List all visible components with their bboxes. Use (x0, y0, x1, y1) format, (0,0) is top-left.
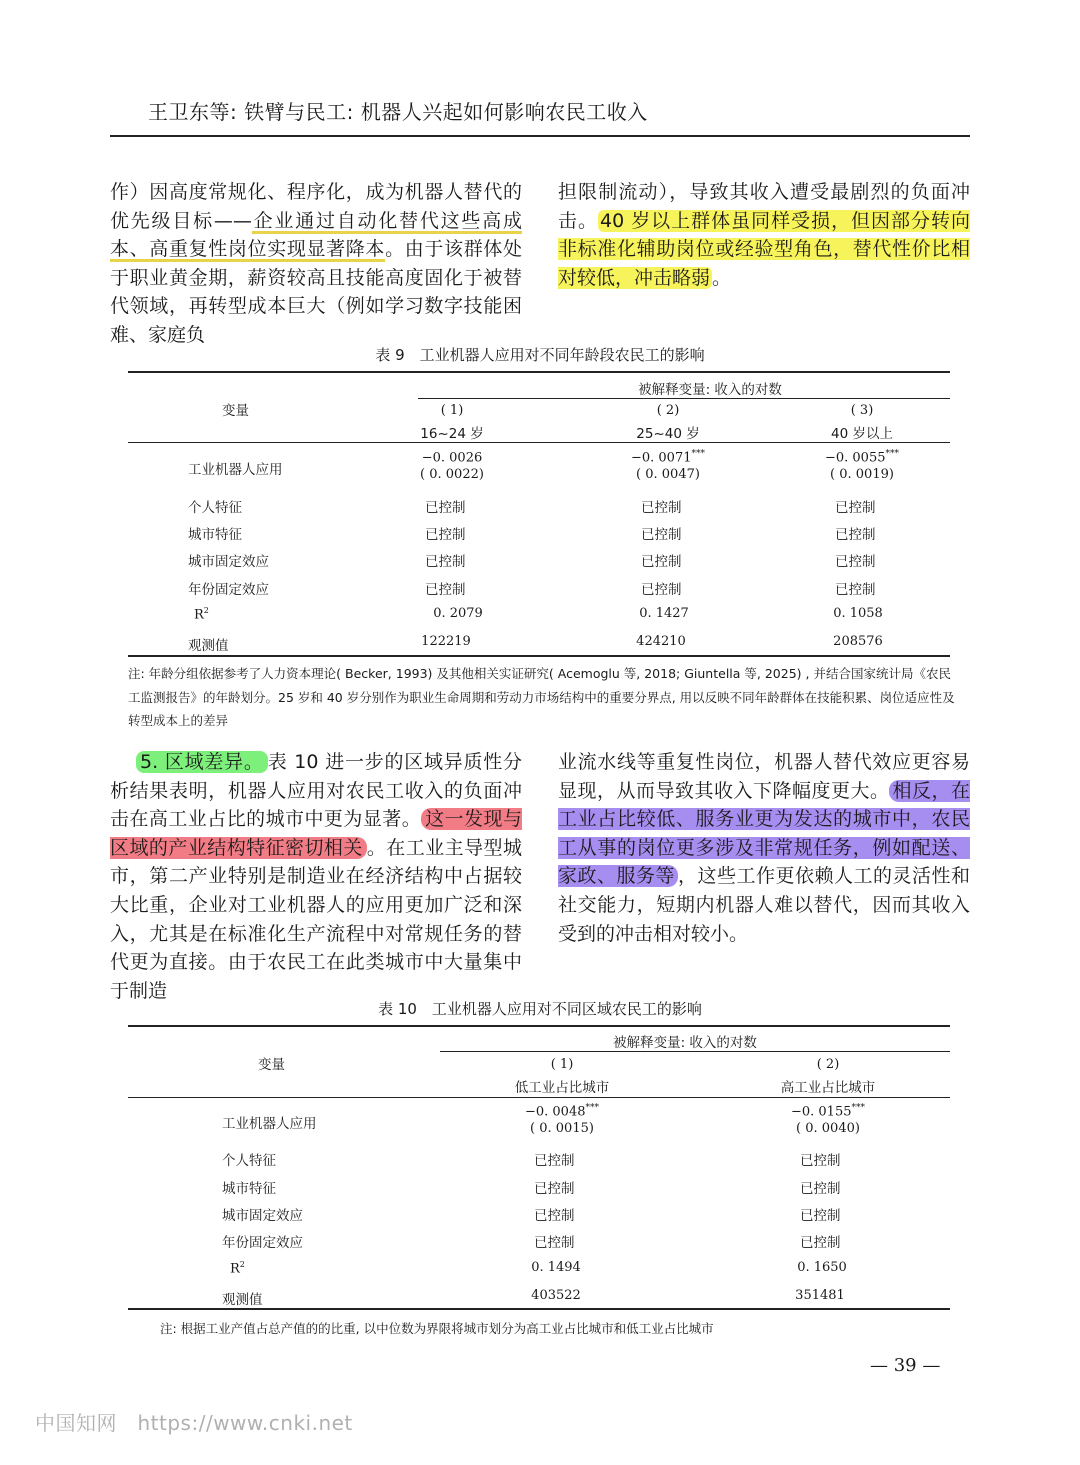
table10-r2-1: 0. 1494 (531, 1260, 581, 1275)
table9-r2-2: 0. 1427 (639, 606, 689, 621)
table10-top-rule (128, 1025, 950, 1027)
cnki-watermark: 中国知网 https://www.cnki.net (35, 1411, 353, 1435)
table9-cell: 已控制 (641, 582, 682, 598)
table10-row-label: 城市固定效应 (222, 1208, 303, 1224)
table9-note: 注: 年龄分组依据参考了人力资本理论( Becker, 1993) 及其他相关实证研究( Acemoglu 等, 2018; Giuntella 等, 2025) , 并结合国家统计局《农民工监测报告》的年龄划分。25 岁和 40 岁分别作为职业生命周期和劳动力市场结构中的重要分界点, 用以反映不同年龄群体在技能积累、岗位适应性及转型成本上的差异 (128, 666, 955, 728)
table9-var-header: 变量 (222, 403, 249, 419)
table10-cell: 已控制 (800, 1235, 841, 1251)
running-header: 王卫东等: 铁臂与民工: 机器人兴起如何影响农民工收入 (148, 100, 648, 124)
table10-cell: 已控制 (534, 1153, 575, 1169)
table10-robot-label: 工业机器人应用 (222, 1116, 317, 1132)
table9-header-rule (128, 442, 950, 443)
page-number: — 39 — (870, 1355, 941, 1376)
table9-row-label: 年份固定效应 (188, 582, 269, 598)
table10-row-label: 年份固定效应 (222, 1235, 303, 1251)
table9-row-label: 个人特征 (188, 500, 242, 516)
table9-cell: 已控制 (641, 554, 682, 570)
table9-cell: 已控制 (425, 582, 466, 598)
table9-coef-1: −0. 0026 (421, 450, 483, 466)
table9-bottom-rule (128, 655, 950, 657)
table9-col1-label: 16~24 岁 (420, 426, 484, 442)
table9-row-label: 城市固定效应 (188, 554, 269, 570)
body-text-left-1: 作）因高度常规化、程序化，成为机器人替代的优先级目标——企业通过自动化替代这些高成本、高重复性岗位实现显著降本。由于该群体处于职业黄金期，薪资较高且技能高度固化于被替代领域，再转型成本巨大（例如学习数字技能困难、家庭负 (110, 181, 522, 346)
table10-se-2: ( 0. 0040) (796, 1121, 860, 1136)
table10-coef-2: −0. 0155*** (790, 1103, 865, 1120)
table10-obs-1: 403522 (531, 1288, 581, 1303)
table10-row-label: 个人特征 (222, 1153, 276, 1169)
table9-dep-var: 被解释变量: 收入的对数 (638, 382, 782, 398)
table9-se-3: ( 0. 0019) (830, 467, 894, 482)
underlined-text: 企业通过自动化替代这些高成本、高重复性岗位实现显著降本 (110, 209, 522, 261)
table10-obs-2: 351481 (795, 1288, 845, 1303)
table10-note: 注: 根据工业产值占总产值的的比重, 以中位数为界限将城市划分为高工业占比城市和低工业占比城市 (160, 1321, 714, 1336)
table9-col3-label: 40 岁以上 (831, 426, 893, 442)
table9-cell: 已控制 (835, 554, 876, 570)
table9-col1-num: ( 1) (440, 403, 464, 418)
table10-title: 表 10 工业机器人应用对不同区域农民工的影响 (378, 1000, 702, 1018)
table9-obs-2: 424210 (636, 634, 686, 649)
table9-r2-label: $R^2$ (194, 606, 209, 623)
table9-r2-1: 0. 2079 (433, 606, 483, 621)
table10-dep-var: 被解释变量: 收入的对数 (613, 1035, 757, 1051)
table10-cell: 已控制 (800, 1208, 841, 1224)
table10-col1-label: 低工业占比城市 (514, 1080, 610, 1096)
body-text-right-2: 业流水线等重复性岗位，机器人替代效应更容易显现，从而导致其收入下降幅度更大。 相反，在工业占比较低、服务业更为发达的城市中，农民工从事的岗位更多涉及非常规任务，例如配送、家政、服务等 ，这些工作更依赖人工的灵活性和社交能力，短期内机器人难以替代，因而其收入受到的冲击相对较小。 (558, 751, 970, 945)
table9-cell: 已控制 (835, 500, 876, 516)
table10-coef-1: −0. 0048*** (524, 1103, 599, 1120)
table10-cell: 已控制 (800, 1153, 841, 1169)
highlight-red: 这一发现与区域的产业结构特征密切相关 (110, 808, 522, 859)
highlight-purple: 相反，在工业占比较低、服务业更为发达的城市中，农民工从事的岗位更多涉及非常规任务，例如配送、家政、服务等 (558, 779, 970, 888)
highlight-green: 5. 区域差异。 (136, 751, 268, 773)
table9-se-2: ( 0. 0047) (636, 467, 700, 482)
table10-row-label: 城市特征 (222, 1181, 276, 1197)
table10-col1-num: ( 1) (550, 1057, 574, 1072)
table10-obs-label: 观测值 (222, 1292, 263, 1308)
table10-cell: 已控制 (534, 1235, 575, 1251)
body-text-left-2: 5. 区域差异。 表 10 进一步的区域异质性分析结果表明，机器人应用对农民工收入的负面冲击在高工业占比的城市中更为显著。 这一发现与区域的产业结构特征密切相关 。在工业主导型城市，第二产业特别是制造业在经济结构中占据较大比重，企业对工业机器人的应用更加广泛和深入，尤其是在标准化生产流程中对常规任务的替代更为直接。由于农民工在此类城市中大量集中于制造 (110, 751, 523, 1002)
table10-header-rule (128, 1097, 950, 1098)
table9-cell: 已控制 (835, 527, 876, 543)
table9-cell: 已控制 (425, 527, 466, 543)
highlight-yellow: 40 岁以上群体虽同样受损，但因部分转向非标准化辅助岗位或经验型角色，替代性价比相对较低，冲击略弱 (558, 209, 970, 289)
table9-cell: 已控制 (425, 500, 466, 516)
table9-col2-num: ( 2) (656, 403, 680, 418)
table10-cell: 已控制 (800, 1181, 841, 1197)
table9-cell: 已控制 (835, 582, 876, 598)
table9-coef-3: −0. 0055*** (824, 449, 899, 466)
table10-var-header: 变量 (258, 1057, 285, 1073)
table10-r2-2: 0. 1650 (797, 1260, 847, 1275)
table9-cell: 已控制 (641, 500, 682, 516)
table10-col2-label: 高工业占比城市 (780, 1080, 876, 1096)
table10-se-1: ( 0. 0015) (530, 1121, 594, 1136)
table9-top-rule (128, 371, 950, 373)
table9-cell: 已控制 (641, 527, 682, 543)
table9-title: 表 9 工业机器人应用对不同年龄段农民工的影响 (375, 346, 705, 364)
table9-col2-label: 25~40 岁 (636, 426, 700, 442)
table9-mid-rule (418, 398, 950, 399)
table9-r2-3: 0. 1058 (833, 606, 883, 621)
table9-col3-num: ( 3) (850, 403, 874, 418)
table9-cell: 已控制 (425, 554, 466, 570)
table10-col2-num: ( 2) (816, 1057, 840, 1072)
body-text-right-1: 担限制流动），导致其收入遭受最剧烈的负面冲击。 40 岁以上群体虽同样受损，但因部分转向非标准化辅助岗位或经验型角色，替代性价比相对较低，冲击略弱 。 (558, 181, 970, 289)
table10-bottom-rule (128, 1308, 950, 1310)
table9-se-1: ( 0. 0022) (420, 467, 484, 482)
table9-row-label: 城市特征 (188, 527, 242, 543)
table9-obs-3: 208576 (833, 634, 883, 649)
table9-obs-1: 122219 (421, 634, 471, 649)
table10-mid-rule (440, 1051, 950, 1052)
table9-robot-label: 工业机器人应用 (188, 462, 283, 478)
header-rule (110, 135, 970, 137)
table9-coef-2: −0. 0071*** (630, 449, 705, 466)
table9-obs-label: 观测值 (188, 638, 229, 654)
table10-cell: 已控制 (534, 1181, 575, 1197)
table10-r2-label: $R^2$ (230, 1260, 245, 1277)
table10-cell: 已控制 (534, 1208, 575, 1224)
